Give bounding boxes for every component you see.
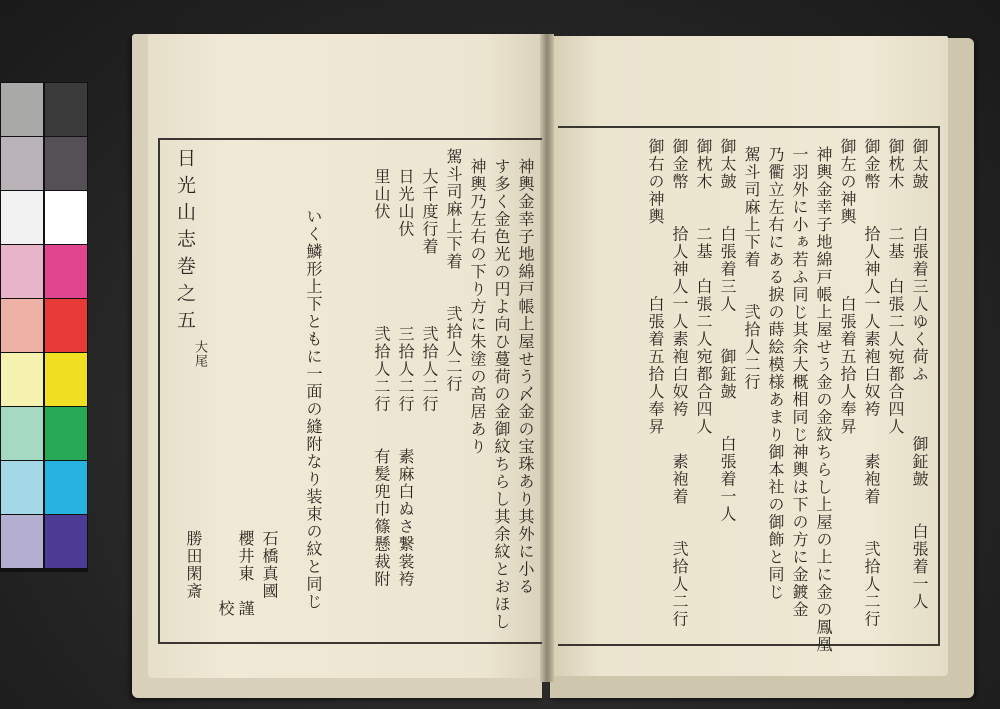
color-swatch (45, 83, 87, 136)
credit-suffix: 謹 (236, 600, 255, 618)
text-line: 御右の神輿 白張着五拾人奉昇 (646, 138, 665, 436)
text-line: す多く金色光の円よ向ひ蔓荷の金御紋ちらし其余紋とおほし (492, 158, 511, 631)
volume-title: 日光山志巻之五 (174, 148, 196, 337)
color-swatch (45, 353, 87, 406)
color-swatch (1, 299, 43, 352)
color-swatch (45, 515, 87, 568)
text-line: 一羽外に小ぁ若ふ同じ其余大概相同じ神輿は下の方に金鍍金 (790, 146, 809, 619)
text-line: いく鱗形上下ともに一面の縫附なり装束の紋と同じ (304, 208, 323, 611)
credit-suffix: 校 (216, 600, 235, 618)
text-line: 駕斗司麻上下着 弐拾人二行 (444, 148, 463, 393)
text-line: 御太皷 白張着三人ゆく荷ふ 御鉦皷 白張着一人 (910, 138, 929, 611)
text-line: 日光山伏 三拾人二行 素麻白ぬさ繋裳袴 (396, 168, 415, 588)
color-swatch (1, 137, 43, 190)
book-gutter (540, 34, 554, 682)
color-swatch (1, 245, 43, 298)
color-swatch (45, 407, 87, 460)
color-calibration-strip (0, 82, 88, 572)
text-line: 御左の神輿 白張着五拾人奉昇 (838, 138, 857, 436)
color-swatch (1, 83, 43, 136)
text-line: 神輿金幸子地綿戸帳上屋せう〆金の宝珠あり其外に小る (516, 158, 535, 596)
text-line: 御枕木 二基 白張二人宛都合四人 (694, 138, 713, 436)
text-line: 駕斗司麻上下着 弐拾人二行 (742, 146, 761, 391)
color-swatch (45, 245, 87, 298)
calibration-column-dark (44, 82, 88, 572)
color-swatch (1, 515, 43, 568)
color-swatch (1, 191, 43, 244)
color-swatch (45, 299, 87, 352)
text-line: 神輿金幸子地綿戸帳上屋せう金の金紋ちらし上屋の上に金の鳳凰 (814, 146, 833, 654)
credit-name: 勝田閑斎 (184, 530, 203, 600)
color-swatch (45, 137, 87, 190)
text-line: 大千度行着 弐拾人二行 (420, 168, 439, 413)
color-swatch (1, 407, 43, 460)
text-line: 御枕木 二基 白張二人宛都合四人 (886, 138, 905, 436)
credit-name: 櫻井東 (236, 530, 255, 583)
credit-name: 石橋真國 (260, 530, 279, 600)
color-swatch (1, 461, 43, 514)
calibration-column-light (0, 82, 44, 572)
color-swatch (45, 191, 87, 244)
text-line: 御金幣 拾人神人一人素袍白奴袴 素袍着 弐拾人二行 (862, 138, 881, 628)
text-line: 御金幣 拾人神人一人素袍白奴袴 素袍着 弐拾人二行 (670, 138, 689, 628)
text-line: 御太皷 白張着三人 御鉦皷 白張着一人 (718, 138, 737, 523)
color-swatch (45, 461, 87, 514)
text-line: 神輿乃左右の下り方に朱塗の高居あり (468, 158, 487, 456)
text-line: 里山伏 弐拾人二行 有髪兜巾篠懸裁附 (372, 168, 391, 588)
volume-end-mark: 大尾 (192, 340, 207, 368)
text-line: 乃衢立左右にある捩の蒔絵模様あまり御本社の御飾と同じ (766, 146, 785, 601)
open-book (138, 30, 968, 702)
color-swatch (1, 353, 43, 406)
